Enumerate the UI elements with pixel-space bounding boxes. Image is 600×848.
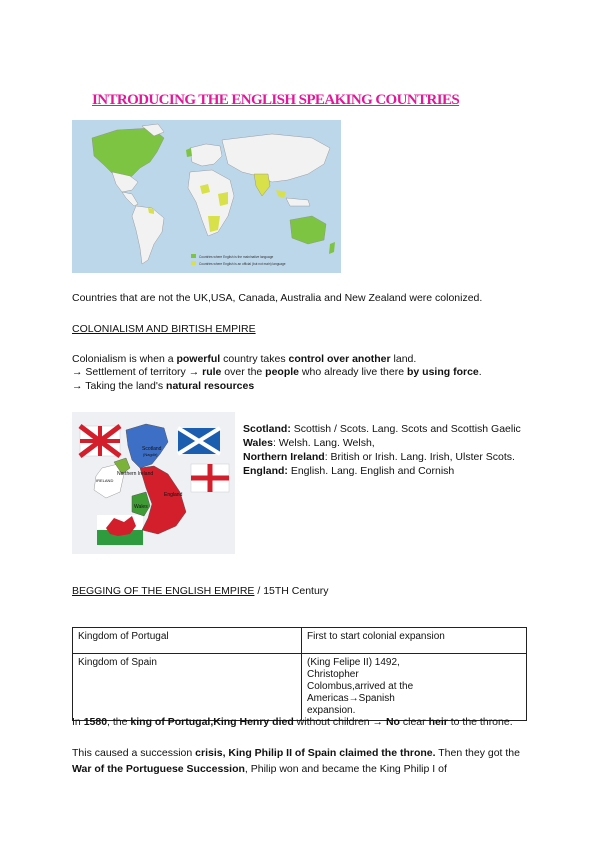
colonialism-point-2: → Taking the land's natural resources xyxy=(72,380,255,392)
uk-scotland-line: Scotland: Scottish / Scots. Lang. Scots and Scottish Gaelic xyxy=(243,423,521,435)
world-map-image xyxy=(72,120,341,273)
kingdoms-table xyxy=(72,627,527,721)
table-row xyxy=(73,628,527,654)
map-label-scotland-sub: (Nagdir) xyxy=(143,452,158,457)
table-cell: Kingdom of Portugal xyxy=(73,628,302,654)
scotland-flag-icon xyxy=(178,428,220,454)
paragraph-portugal: In 1580, the king of Portugal,King Henry died without children → No clear heir to the throne. xyxy=(72,716,513,728)
wales-flag-icon xyxy=(97,515,143,545)
table-cell: First to start colonial expansion xyxy=(302,628,527,654)
map-label-scotland: Scotland xyxy=(142,446,162,452)
map-label-northern-ireland: Northern Ireland xyxy=(117,471,154,477)
paragraph-succession: This caused a succession crisis, King Philip II of Spain claimed the throne. Then they got the War of the Portuguese Succession, Philip won and became the King Philip I of xyxy=(72,747,520,775)
uk-nations-description xyxy=(243,422,528,478)
table-cell: Kingdom of Spain xyxy=(73,654,302,721)
world-map-graphic xyxy=(72,120,341,273)
colonialism-definition: Colonialism is when a powerful country takes control over another land. xyxy=(72,353,417,365)
intro-text: Countries that are not the UK,USA, Canada, Australia and New Zealand were colonized. xyxy=(72,292,483,304)
section-heading-english-empire: BEGGING OF THE ENGLISH EMPIRE / 15TH Century xyxy=(72,585,329,597)
section-heading-colonialism: COLONIALISM AND BIRTISH EMPIRE xyxy=(72,323,256,335)
table-row xyxy=(73,654,527,721)
uk-ni-line: Northern Ireland: British or Irish. Lang. Irish, Ulster Scots. xyxy=(243,451,515,463)
map-label-england: England xyxy=(164,492,183,498)
uk-england-line: England: English. Lang. English and Cornish xyxy=(243,465,455,477)
uk-wales-line: Wales: Welsh. Lang. Welsh, xyxy=(243,437,375,449)
map-label-ireland: IRELAND xyxy=(96,478,114,483)
colonialism-point-1: → Settlement of territory → rule over the people who already live there by using force. xyxy=(72,366,482,378)
map-legend-official: Countries where English is an official (but not main) language xyxy=(199,262,286,266)
uk-map-image xyxy=(72,412,235,554)
england-flag-icon xyxy=(191,464,229,492)
northern-ireland-flag-icon xyxy=(80,426,120,456)
map-legend-main: Countries where English is the main/native language xyxy=(199,255,274,259)
table-cell: (King Felipe II) 1492, Christopher Colombus,arrived at the Americas→Spanish expansion. xyxy=(302,654,527,721)
page-title: INTRODUCING THE ENGLISH SPEAKING COUNTRIES xyxy=(92,92,460,108)
uk-map-graphic xyxy=(72,412,235,554)
map-label-wales: Wales xyxy=(134,504,148,510)
